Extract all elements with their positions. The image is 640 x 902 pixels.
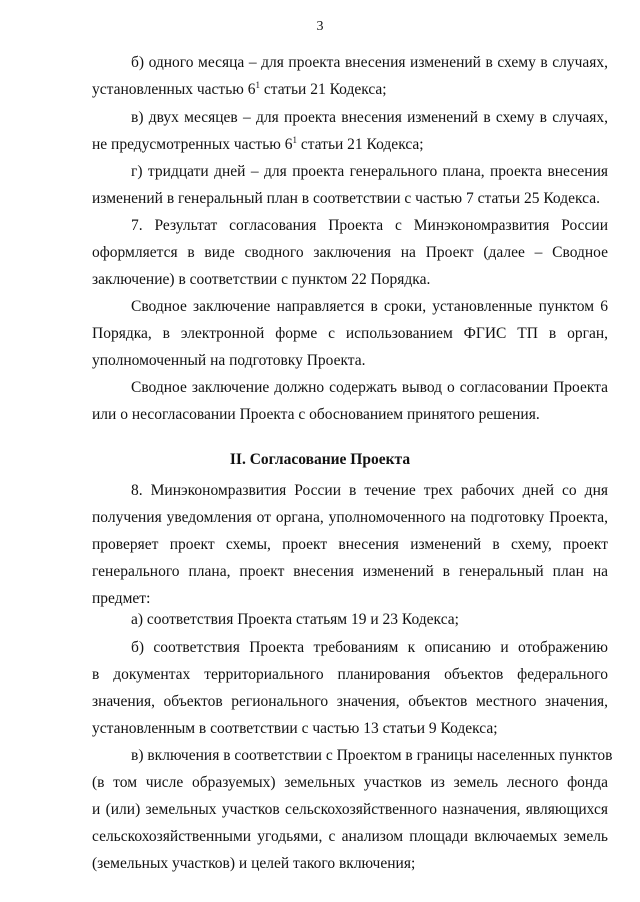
text-fragment: статьи 21 Кодекса;: [259, 81, 387, 98]
text-line: (земельных участков) и целей такого включения;: [92, 855, 416, 872]
text-line: заключение) в соответствии с пунктом 22 Порядка.: [92, 271, 431, 288]
superscript: 1: [255, 80, 260, 90]
text-line: [92, 135, 608, 155]
text-line: Порядка, в электронной форме с использованием ФГИС ТП в орган,: [92, 325, 608, 342]
superscript: 1: [292, 135, 297, 145]
page-number: 3: [316, 19, 324, 34]
text-line: получения уведомления от органа, уполномоченного на подготовку Проекта,: [92, 509, 608, 526]
text-line: в) включения в соответствии с Проектом в границы населенных пунктов: [131, 747, 613, 764]
text-fragment: не предусмотренных частью 6: [92, 136, 293, 153]
text-line: проверяет проект схемы, проект внесения изменений в схему, проект: [92, 536, 608, 553]
text-line: уполномоченный на подготовку Проекта.: [92, 352, 366, 369]
text-line: в) двух месяцев – для проекта внесения изменений в схему в случаях,: [131, 109, 608, 126]
text-line: г) тридцати дней – для проекта генерального плана, проекта внесения: [131, 163, 608, 180]
text-line: изменений в генеральный план в соответствии с частью 7 статьи 25 Кодекса.: [92, 190, 600, 207]
text-line: в документах территориального планирования объектов федерального: [92, 666, 608, 683]
text-line: установленным в соответствии с частью 13 статьи 9 Кодекса;: [92, 720, 498, 737]
text-line: (в том числе образуемых) земельных участков из земель лесного фонда: [92, 774, 608, 791]
text-fragment: статьи 21 Кодекса;: [296, 136, 424, 153]
text-line: б) соответствия Проекта требованиям к описанию и отображению: [131, 639, 608, 656]
text-line: и (или) земельных участков сельскохозяйственного назначения, являющихся: [92, 801, 608, 818]
text-line: Сводное заключение должно содержать вывод о согласовании Проекта: [131, 379, 608, 396]
text-fragment: установленных частью 6: [92, 81, 256, 98]
text-line: оформляется в виде сводного заключения на Проект (далее – Сводное: [92, 244, 608, 261]
text-line: 7. Результат согласования Проекта с Минэкономразвития России: [131, 217, 608, 234]
text-line: 8. Минэкономразвития России в течение трех рабочих дней со дня: [131, 482, 608, 499]
text-line: б) одного месяца – для проекта внесения изменений в схему в случаях,: [131, 54, 608, 71]
section-heading: II. Согласование Проекта: [229, 451, 411, 468]
text-line: значения, объектов регионального значения, объектов местного значения,: [92, 693, 608, 710]
text-line: Сводное заключение направляется в сроки, установленные пунктом 6: [131, 298, 608, 315]
text-line: предмет:: [92, 590, 151, 607]
text-line: [92, 80, 608, 100]
text-line: сельскохозяйственными угодьями, с анализом площади включаемых земель: [92, 828, 608, 845]
text-line: или о несогласовании Проекта с обоснованием принятого решения.: [92, 406, 540, 423]
text-line: генерального плана, проект внесения изменений в генеральный план на: [92, 563, 608, 580]
text-line: а) соответствия Проекта статьям 19 и 23 Кодекса;: [131, 611, 459, 628]
